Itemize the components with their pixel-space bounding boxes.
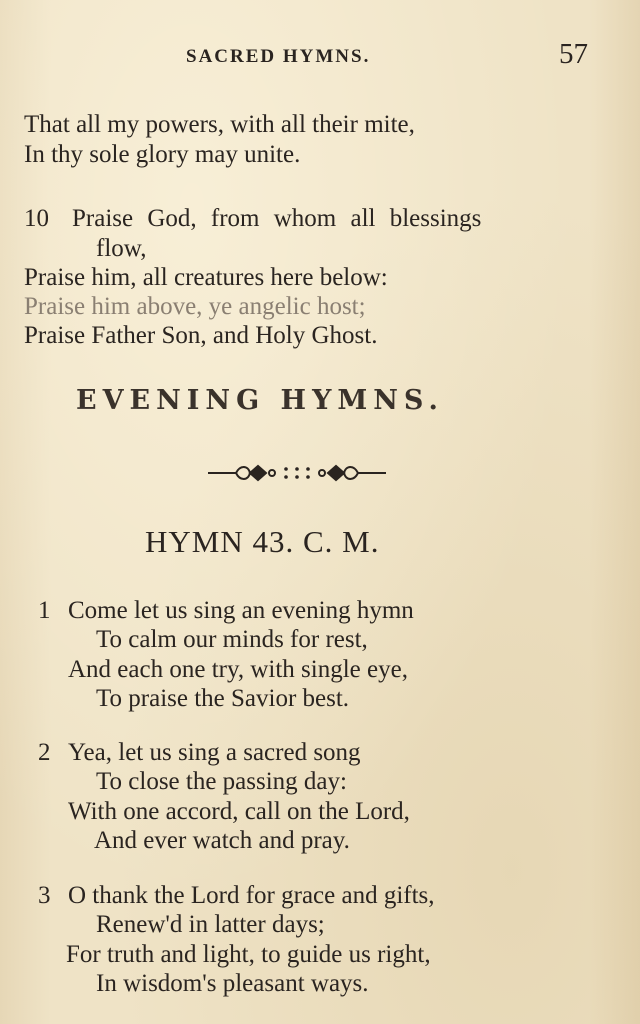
verse-number: 3 (38, 882, 51, 909)
verse-number: 2 (38, 739, 51, 766)
verse-line: Praise God, from whom all blessings (72, 205, 482, 232)
verse-line: To close the passing day: (96, 768, 347, 795)
verse-line: For truth and light, to guide us right, (66, 941, 431, 968)
verse-line: And ever watch and pray. (94, 827, 350, 854)
verse-line: In wisdom's pleasant ways. (96, 970, 369, 997)
verse-line: Renew'd in latter days; (96, 911, 325, 938)
verse-line: To calm our minds for rest, (96, 626, 368, 653)
section-heading: EVENING HYMNS. (76, 385, 444, 416)
verse-line: O thank the Lord for grace and gifts, (68, 882, 435, 909)
verse-number: 10 (24, 205, 49, 232)
ornament-divider-icon (206, 460, 388, 486)
hymn-title: HYMN 43. C. M. (145, 524, 380, 559)
verse-line: And each one try, with single eye, (68, 656, 408, 683)
verse-number: 1 (38, 597, 51, 624)
page-number: 57 (559, 38, 588, 70)
verse-line: With one accord, call on the Lord, (68, 798, 410, 825)
verse-line: Yea, let us sing a sacred song (68, 739, 361, 766)
verse-line: That all my powers, with all their mite, (24, 111, 415, 138)
verse-line: Praise him, all creatures here below: (24, 264, 388, 291)
verse-line: Praise Father Son, and Holy Ghost. (24, 322, 378, 349)
verse-line: flow, (96, 235, 147, 262)
verse-line: To praise the Savior best. (96, 685, 350, 712)
running-title: SACRED HYMNS. (186, 46, 371, 67)
verse-line: Come let us sing an evening hymn (68, 597, 414, 624)
verse-line: In thy sole glory may unite. (24, 141, 301, 168)
verse-line: Praise him above, ye angelic host; (24, 293, 366, 320)
